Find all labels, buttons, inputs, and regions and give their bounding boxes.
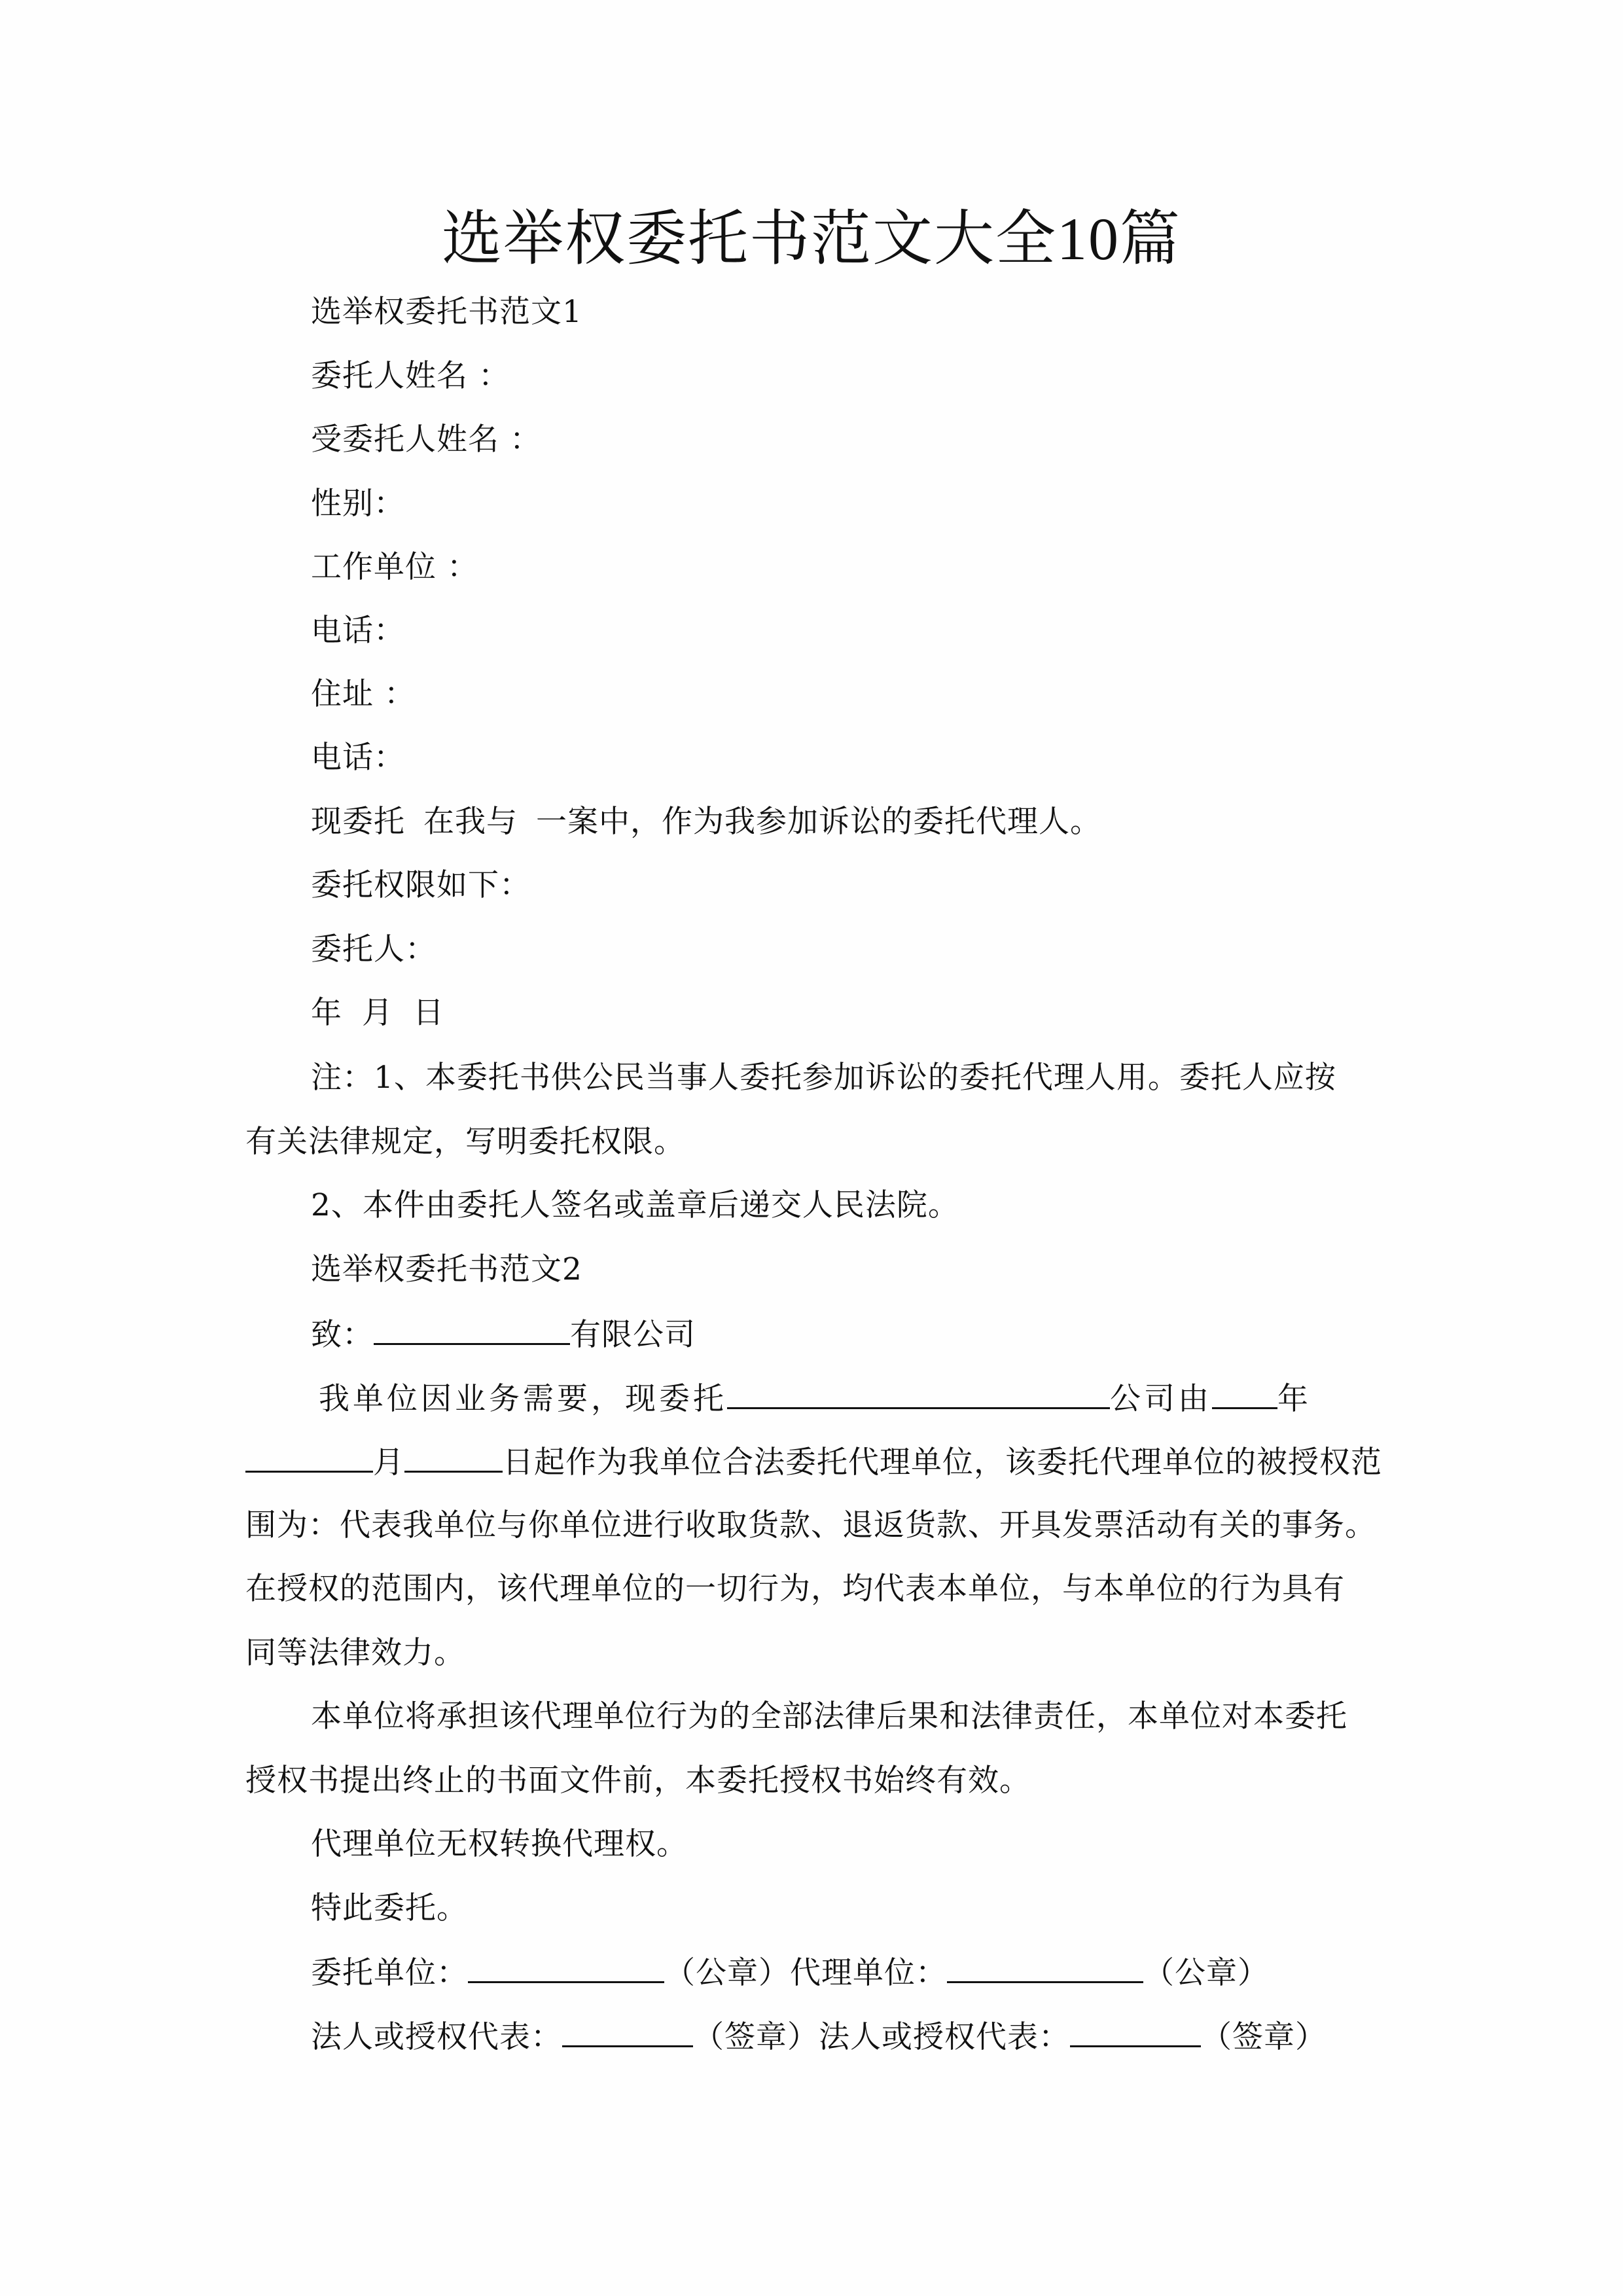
- principal-unit-seal: （公章）: [664, 1955, 790, 1991]
- field-phone-2: 电话：: [311, 740, 405, 776]
- entrust-part-c: 一案中，作为我参加诉讼的委托代理人。: [536, 804, 1101, 840]
- signature-row-2: [245, 2017, 1378, 2057]
- p4: 特此委托。: [311, 1890, 468, 1926]
- field-phone: 电话：: [311, 613, 405, 649]
- principal-rep-blank[interactable]: [562, 2017, 693, 2047]
- agent-company-blank[interactable]: [727, 1378, 1110, 1409]
- company-name-blank[interactable]: [374, 1314, 570, 1345]
- field-principal-name: 委托人姓名 ：: [311, 358, 510, 394]
- agent-unit-seal: （公章）: [1143, 1955, 1269, 1991]
- authority-heading: 委托权限如下：: [311, 867, 531, 903]
- p1-text-b: 公司由: [1110, 1381, 1212, 1417]
- entrust-part-b: 在我与: [423, 804, 518, 840]
- field-address: 住址 ：: [311, 676, 416, 712]
- note-1-line-2: 有关法律规定，写明委托权限。: [245, 1124, 685, 1160]
- sample1-heading: 选举权委托书范文1: [311, 294, 582, 330]
- agent-rep-blank[interactable]: [1070, 2017, 1201, 2047]
- agent-unit-blank[interactable]: [947, 1952, 1143, 1983]
- p1-line-2: [245, 1442, 1382, 1482]
- p1-month: 月: [373, 1444, 404, 1480]
- date-month: 月: [362, 995, 393, 1031]
- note-2: 2、本件由委托人签名或盖章后递交人民法院。: [311, 1187, 959, 1223]
- day-blank[interactable]: [404, 1442, 503, 1473]
- addressee-suffix: 有限公司: [570, 1317, 696, 1353]
- entrust-statement: [245, 802, 1378, 842]
- p2-line-2: 授权书提出终止的书面文件前，本委托授权书始终有效。: [245, 1763, 1031, 1799]
- agent-rep-sign: （签章）: [1201, 2019, 1327, 2055]
- month-blank[interactable]: [245, 1442, 373, 1473]
- p1-line-3: 围为：代表我单位与你单位进行收取货款、退返货款、开具发票活动有关的事务。: [245, 1507, 1376, 1543]
- entrust-part-a: 现委托: [311, 804, 405, 840]
- field-gender: 性别：: [311, 486, 405, 522]
- p1-line-1: [245, 1378, 1378, 1419]
- principal-rep-label: 法人或授权代表：: [311, 2019, 562, 2055]
- year-blank[interactable]: [1212, 1378, 1277, 1409]
- principal-rep-sign: （签章）: [693, 2019, 819, 2055]
- document-title: 选举权委托书范文大全10篇: [441, 206, 1181, 272]
- p3: 代理单位无权转换代理权。: [311, 1826, 688, 1862]
- field-agent-name: 受委托人姓名 ：: [311, 422, 541, 457]
- signature-row-1: [245, 1952, 1378, 1993]
- principal-unit-label: 委托单位：: [311, 1955, 468, 1991]
- p2-line-1: 本单位将承担该代理单位行为的全部法律后果和法律责任，本单位对本委托: [311, 1698, 1347, 1734]
- agent-rep-label: 法人或授权代表：: [819, 2019, 1070, 2055]
- p1-day-rest: 日起作为我单位合法委托代理单位，该委托代理单位的被授权范: [503, 1444, 1382, 1480]
- p1-text-a: 我单位因业务需要，现委托: [319, 1381, 727, 1417]
- addressee-label: 致：: [311, 1317, 374, 1353]
- note-1-line-1: 注：1、本委托书供公民当事人委托参加诉讼的委托代理人用。委托人应按: [311, 1060, 1336, 1096]
- p1-line-4: 在授权的范围内，该代理单位的一切行为，均代表本单位，与本单位的行为具有: [245, 1571, 1345, 1607]
- sample2-heading: 选举权委托书范文2: [311, 1251, 582, 1287]
- date-year: 年: [311, 995, 342, 1031]
- addressee-line: [245, 1314, 1378, 1355]
- agent-unit-label: 代理单位：: [790, 1955, 947, 1991]
- p1-line-5: 同等法律效力。: [245, 1635, 465, 1671]
- field-work-unit: 工作单位 ：: [311, 549, 478, 585]
- date-line: [245, 994, 1378, 1033]
- p1-text-c: 年: [1277, 1381, 1309, 1417]
- principal-signature-label: 委托人：: [311, 931, 437, 967]
- date-day: 日: [413, 995, 444, 1031]
- principal-unit-blank[interactable]: [468, 1952, 664, 1983]
